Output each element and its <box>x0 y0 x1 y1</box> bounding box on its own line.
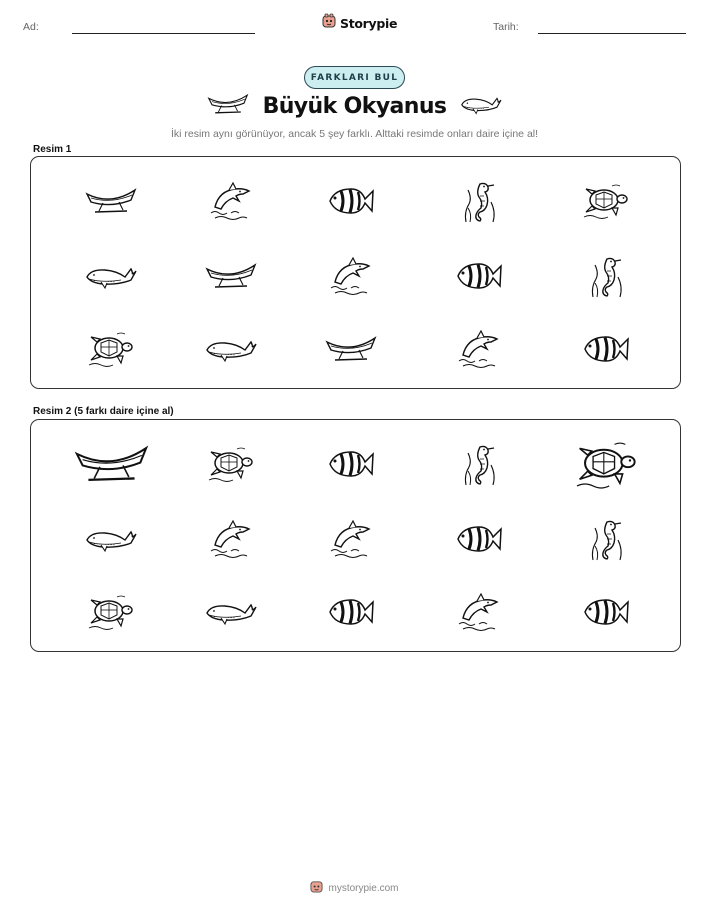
clownfish-icon[interactable] <box>311 440 391 488</box>
brand-name: Storypie <box>340 15 398 31</box>
picture-1-panel <box>30 156 681 389</box>
badge-label: FARKLARI BUL <box>310 72 399 83</box>
picture-2-label: Resim 2 (5 farkı daire içine al) <box>33 406 174 417</box>
page-title: Büyük Okyanus <box>262 94 447 119</box>
clownfish-icon[interactable] <box>439 515 519 563</box>
canoe-icon <box>207 92 249 121</box>
worksheet-type-badge <box>304 66 405 89</box>
picture-1-label: Resim 1 <box>33 144 72 155</box>
turtle-icon <box>566 177 646 225</box>
turtle-icon[interactable] <box>566 440 646 488</box>
dolphin-icon[interactable] <box>191 515 271 563</box>
seahorse-icon[interactable] <box>439 440 519 488</box>
whale-icon[interactable] <box>191 588 271 636</box>
dolphin-icon <box>311 252 391 300</box>
instruction-text: İki resim aynı görünüyor, ancak 5 şey farklı. Alttaki resimde onları daire içine al! <box>170 128 539 140</box>
dolphin-icon[interactable] <box>439 588 519 636</box>
clownfish-icon[interactable] <box>566 588 646 636</box>
clownfish-icon[interactable] <box>311 588 391 636</box>
header-bar <box>0 0 709 50</box>
turtle-icon[interactable] <box>191 440 271 488</box>
canoe-icon <box>191 252 271 300</box>
clownfish-icon <box>439 252 519 300</box>
whale-icon <box>460 92 502 121</box>
canoe-icon[interactable] <box>71 440 151 488</box>
dolphin-icon <box>439 325 519 373</box>
storypie-logo-icon <box>322 13 336 33</box>
whale-icon <box>191 325 271 373</box>
picture-2-panel <box>30 419 681 652</box>
name-label: Ad: <box>23 21 39 33</box>
whale-icon[interactable] <box>71 515 151 563</box>
storypie-logo-icon <box>310 879 323 898</box>
seahorse-icon <box>566 252 646 300</box>
brand <box>322 13 397 33</box>
seahorse-icon[interactable] <box>566 515 646 563</box>
dolphin-icon[interactable] <box>311 515 391 563</box>
seahorse-icon <box>439 177 519 225</box>
footer-url[interactable]: mystorypie.com <box>328 883 399 894</box>
turtle-icon <box>71 325 151 373</box>
whale-icon <box>71 252 151 300</box>
footer <box>0 879 709 898</box>
date-line[interactable] <box>538 33 686 34</box>
title-row <box>0 92 709 121</box>
canoe-icon <box>311 325 391 373</box>
clownfish-icon <box>311 177 391 225</box>
turtle-icon[interactable] <box>71 588 151 636</box>
date-label: Tarih: <box>493 21 519 33</box>
clownfish-icon <box>566 325 646 373</box>
name-line[interactable] <box>72 33 255 34</box>
dolphin-icon <box>191 177 271 225</box>
canoe-icon <box>71 177 151 225</box>
